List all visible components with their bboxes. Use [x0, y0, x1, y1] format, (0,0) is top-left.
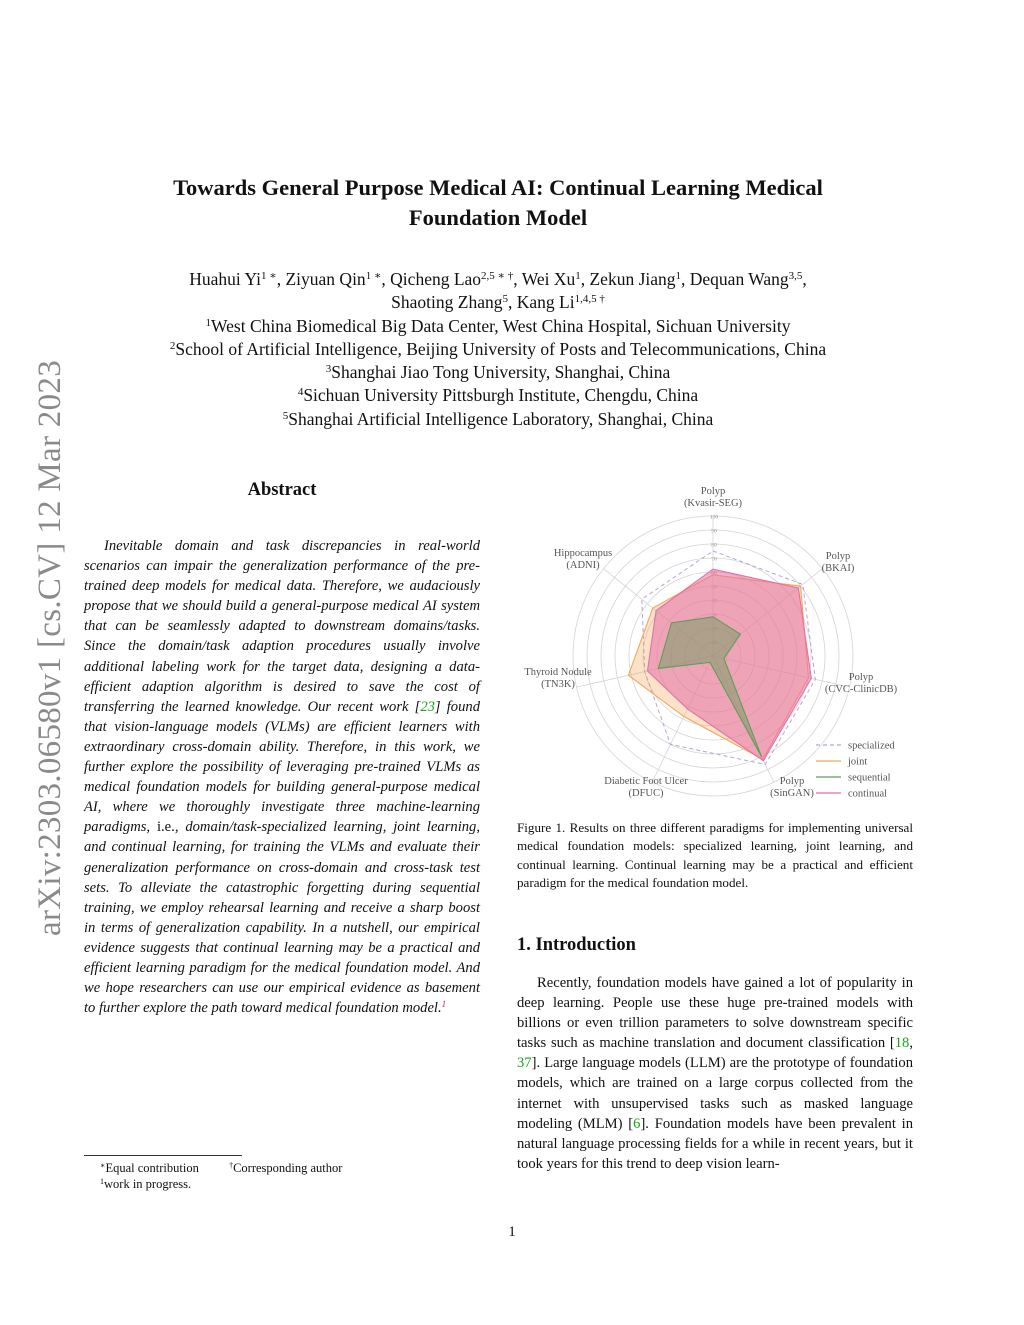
radar-series-group: [628, 551, 815, 764]
footnote-link[interactable]: 1: [441, 999, 447, 1010]
footnote-divider: [84, 1155, 242, 1156]
footnote-line: ∗Equal contribution †Corresponding author: [100, 1161, 343, 1175]
introduction-heading: 1. Introduction: [517, 935, 636, 955]
radar-axis-label: Polyp: [825, 551, 851, 562]
legend-label-specialized: specialized: [848, 740, 895, 752]
radar-axis-label: Polyp: [779, 776, 805, 787]
radar-axis-label-sub: (ADNI): [566, 560, 600, 571]
radar-axis-label: Polyp: [700, 486, 726, 497]
radar-chart: [516, 478, 916, 808]
author: Ziyuan Qin$^{1 ∗}$: [285, 269, 382, 289]
radar-axis-label-sub: (TN3K): [541, 679, 575, 690]
footnotes: [100, 1160, 420, 1192]
citation-link[interactable]: 6: [633, 1115, 641, 1132]
radar-tick-label: 80: [711, 542, 717, 549]
radar-axis-label-sub: (DFUC): [628, 788, 664, 799]
author: Kang $Li^{1,4,5 \dagger}$: [516, 292, 605, 313]
radar-tick-label: 100: [709, 514, 719, 521]
affiliation: $^2$School of Artificial Intelligence, Beijing University of Posts and Telecommunications, China: [169, 338, 827, 359]
citation-link[interactable]: 37: [517, 1055, 532, 1072]
arxiv-identifier: arXiv:2303.06580v1 [cs.CV] 12 Mar 2023: [32, 360, 68, 936]
author-block: [110, 268, 886, 431]
radar-axis-label-sub: (BKAI): [821, 563, 855, 574]
introduction-text: Recently, foundation models have gained a lot of popularity in deep learning. People use these huge pre-trained models with billions or even trillion parameters to solve downstream specific tasks such as machine translation and document classification [18, 37]. Large language models (LLM) are the prototype of foundation models, which are trained on a large corpus collected from the internet with unsupervised tasks such as masked language modeling (MLM) [6]. Foundation models have been prevalent in natural language processing fields for a while in recent years, but it took years for this trend to deep vision learn-: [517, 975, 914, 1172]
author: Zekun Jiang$^1$: [589, 269, 682, 289]
page-number: 1: [508, 1224, 516, 1240]
abstract-text: Inevitable domain and task discrepancies in real-world scenarios can impair the generalization performance of the pre-trained deep models for medical data. Therefore, we audaciously propose that we should build a general-purpose medical AI system that can be seamlessly adapted to downstream domains/tasks. Since the domain/task adaption procedures usually involve additional labeling work for the target data, designing a data-efficient adaption algorithm is desired to save the cost of transferring the learned knowledge. Our recent work [23] found that vision-language models (VLMs) are efficient learners with extraordinary cross-domain ability. Therefore, in this work, we further explore the possibility of leveraging pre-trained VLMs as medical foundation models for building general-purpose medical AI, where we thoroughly investigate three machine-learning paradigms, i.e., domain/task-specialized learning, joint learning, and continual learning, for training the VLMs and evaluate their generalization performance on cross-domain and cross-task test sets. To alleviate the catastrophic forgetting during sequential training, we employ rehearsal learning and receive a sharp boost in terms of generalization capability. In a nutshell, our empirical evidence suggests that continual learning may be a practical and efficient learning paradigm for the medical foundation model. And we hope researchers can use our empirical evidence as basement to further explore the path toward medical foundation model.$^1$: [84, 538, 480, 1017]
radar-axis-label: Diabetic Foot Ulcer: [604, 776, 688, 787]
paper-title: Towards General Purpose Medical AI: Continual Learning Medical Foundation Model: [173, 175, 823, 230]
author-list: Huahui $Yi^{1 ∗}$, Ziyuan Qin$^{1 ∗}$, Qicheng Lao$^{2,5 ∗ \dagger}$, Wei Xu$^1$, Zekun Jiang$^1$, Dequan Wang$^{3,5}$, Shaoting Zhang$^5$, Kang $Li^{1,4,5 \dagger}$: [189, 269, 807, 313]
radar-tick-label: 70: [711, 556, 717, 563]
radar-tick-label: 90: [711, 528, 717, 535]
author: Huahui $Yi^{1 ∗}$: [189, 269, 277, 289]
radar-axis-label-sub: (SinGAN): [770, 788, 814, 799]
author: Qicheng Lao$^{2,5 ∗ \dagger}$: [390, 269, 514, 289]
citation-link[interactable]: 23: [420, 698, 435, 715]
radar-axis-label: Hippocampus: [553, 548, 613, 559]
affiliation: $^3$Shanghai Jiao Tong University, Shanghai, China: [325, 362, 671, 383]
legend-label-sequential: sequential: [848, 772, 891, 784]
abstract-heading: Abstract: [247, 480, 317, 500]
legend-label-continual: continual: [848, 788, 888, 800]
chart-legend: [816, 741, 895, 800]
author: Dequan Wang$^{3,5}$: [689, 269, 803, 289]
figure-caption: Figure 1. Results on three different paradigms for implementing universal medical foundation models: specialized learning, joint learning, and continual learning. Continual learning may be a practical and efficient paradigm for the medical foundation model.: [517, 820, 913, 891]
radar-axis-label: Thyroid Nodule: [524, 667, 592, 678]
footnote-line: $^1$work in progress.: [100, 1177, 192, 1191]
citation-link[interactable]: 18: [894, 1035, 910, 1052]
affiliation: $^5$Shanghai Artificial Intelligence Laboratory, Shanghai, China: [282, 408, 714, 429]
author: Wei Xu$^1$: [521, 269, 581, 289]
radar-axis-label: Polyp: [848, 672, 874, 683]
radar-axis-label-sub: (CVC-ClinicDB): [824, 684, 898, 695]
radar-axis-label-sub: (Kvasir-SEG): [683, 498, 743, 509]
affiliation: $^4$Sichuan University Pittsburgh Institute, Chengdu, China: [297, 385, 699, 406]
legend-label-joint: joint: [848, 756, 868, 768]
affiliation: $^1$West China Biomedical Big Data Center, West China Hospital, Sichuan University: [205, 315, 791, 336]
author: Shaoting Zhang$^5$: [391, 292, 508, 313]
